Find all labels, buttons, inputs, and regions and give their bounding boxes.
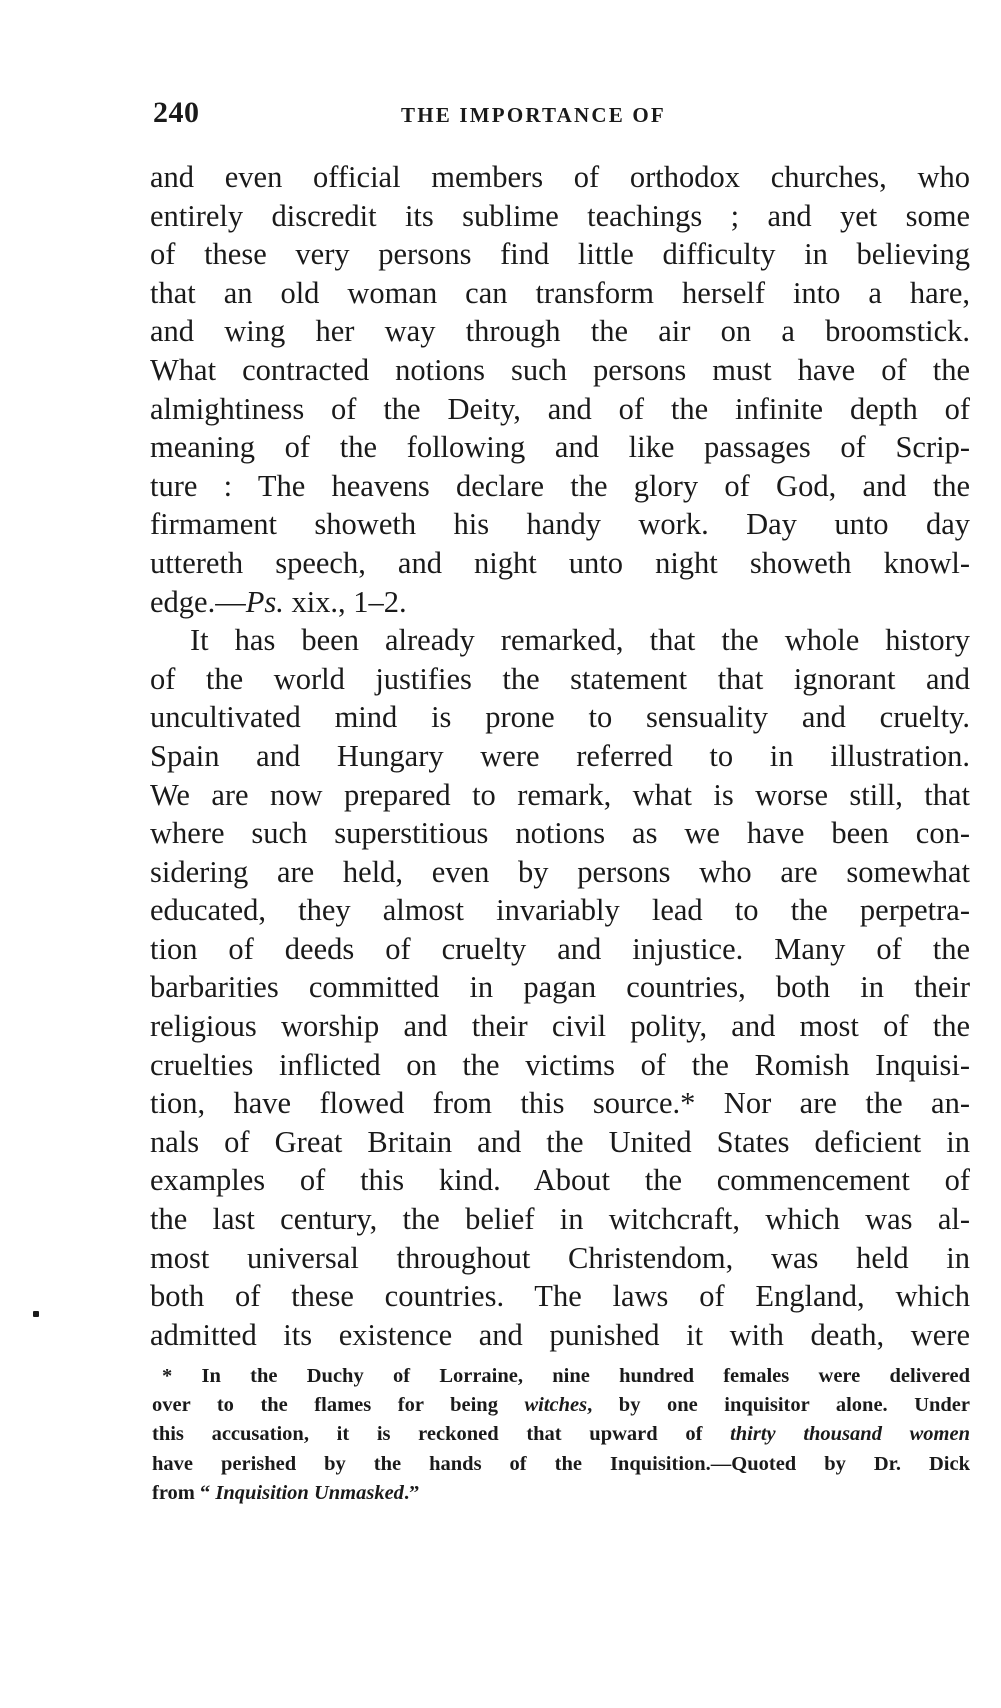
footnote-text: , by one inquisitor alone. Under [587, 1394, 970, 1417]
text-line: uncultivated mind is prone to sensuality and cruelty. [150, 700, 970, 735]
text-line: that an old woman can transform herself into a hare, [150, 275, 970, 310]
text-line: and even official members of orthodox churches, who [150, 160, 970, 194]
text-line: What contracted notions such persons must have of the [150, 352, 970, 387]
page-header [153, 96, 971, 136]
footnote-emphasis: thirty thousand women [730, 1423, 970, 1446]
page-number: 240 [153, 96, 200, 129]
text-line: ture : The heavens declare the glory of God, and the [150, 468, 970, 503]
text-line: tion, have flowed from this source.* Nor are the an- [150, 1086, 970, 1121]
text-line: meaning of the following and like passages of Scrip- [150, 430, 970, 465]
text-line: sidering are held, even by persons who are somewhat [150, 854, 970, 889]
citation-reference: xix., 1–2. [283, 584, 407, 619]
citation-prefix: edge.— [150, 584, 246, 619]
text-line: religious worship and their civil polity, and most of the [150, 1009, 970, 1044]
text-line: We are now prepared to remark, what is worse still, that [150, 777, 970, 812]
footnote-line [152, 1391, 970, 1420]
footnote-text: over to the flames for being [152, 1394, 525, 1417]
running-head: THE IMPORTANCE OF [401, 103, 666, 127]
text-line: tion of deeds of cruelty and injustice. Many of the [150, 931, 970, 966]
text-line: firmament showeth his handy work. Day unto day [150, 507, 970, 542]
text-line: the last century, the belief in witchcraft, which was al- [150, 1202, 970, 1237]
footnote-text: from “ [152, 1481, 216, 1504]
text-line: where such superstitious notions as we have been con- [150, 816, 970, 851]
text-line: most universal throughout Christendom, was held in [150, 1240, 970, 1275]
text-line: uttereth speech, and night unto night showeth knowl- [150, 545, 970, 580]
footnote [152, 1362, 970, 1508]
text-line: almightiness of the Deity, and of the infinite depth of [150, 391, 970, 426]
citation-line [150, 583, 970, 622]
margin-mark [33, 1311, 39, 1317]
text-line: both of these countries. The laws of England, which [150, 1279, 970, 1314]
text-line: of these very persons find little difficulty in believing [150, 237, 970, 272]
body-text [150, 158, 970, 1354]
footnote-line [152, 1420, 970, 1449]
text-line: Spain and Hungary were referred to in illustration. [150, 738, 970, 773]
footnote-text: .” [403, 1481, 420, 1504]
footnote-emphasis: witches [524, 1394, 588, 1417]
footnote-line: have perished by the hands of the Inquisition.—Quoted by Dr. Dick [152, 1452, 970, 1475]
text-line: barbarities committed in pagan countries, both in their [150, 970, 970, 1005]
text-line: of the world justifies the statement that ignorant and [150, 661, 970, 696]
citation-book: Ps. [245, 584, 284, 619]
text-line: and wing her way through the air on a broomstick. [150, 314, 970, 349]
footnote-text: this accusation, it is reckoned that upward of [152, 1423, 731, 1446]
text-line: educated, they almost invariably lead to the perpetra- [150, 893, 970, 928]
text-line: examples of this kind. About the commencement of [150, 1163, 970, 1198]
text-line: admitted its existence and punished it with death, were [150, 1317, 970, 1352]
footnote-line [152, 1479, 970, 1508]
text-line: cruelties inflicted on the victims of the Romish Inquisi- [150, 1047, 970, 1082]
text-line: nals of Great Britain and the United States deficient in [150, 1124, 970, 1159]
footnote-title: Inquisition Unmasked [215, 1481, 404, 1504]
paragraph-start-line: It has been already remarked, that the whole history [190, 623, 970, 658]
footnote-line: * In the Duchy of Lorraine, nine hundred females were delivered [162, 1365, 970, 1387]
text-line: entirely discredit its sublime teachings ; and yet some [150, 198, 970, 233]
